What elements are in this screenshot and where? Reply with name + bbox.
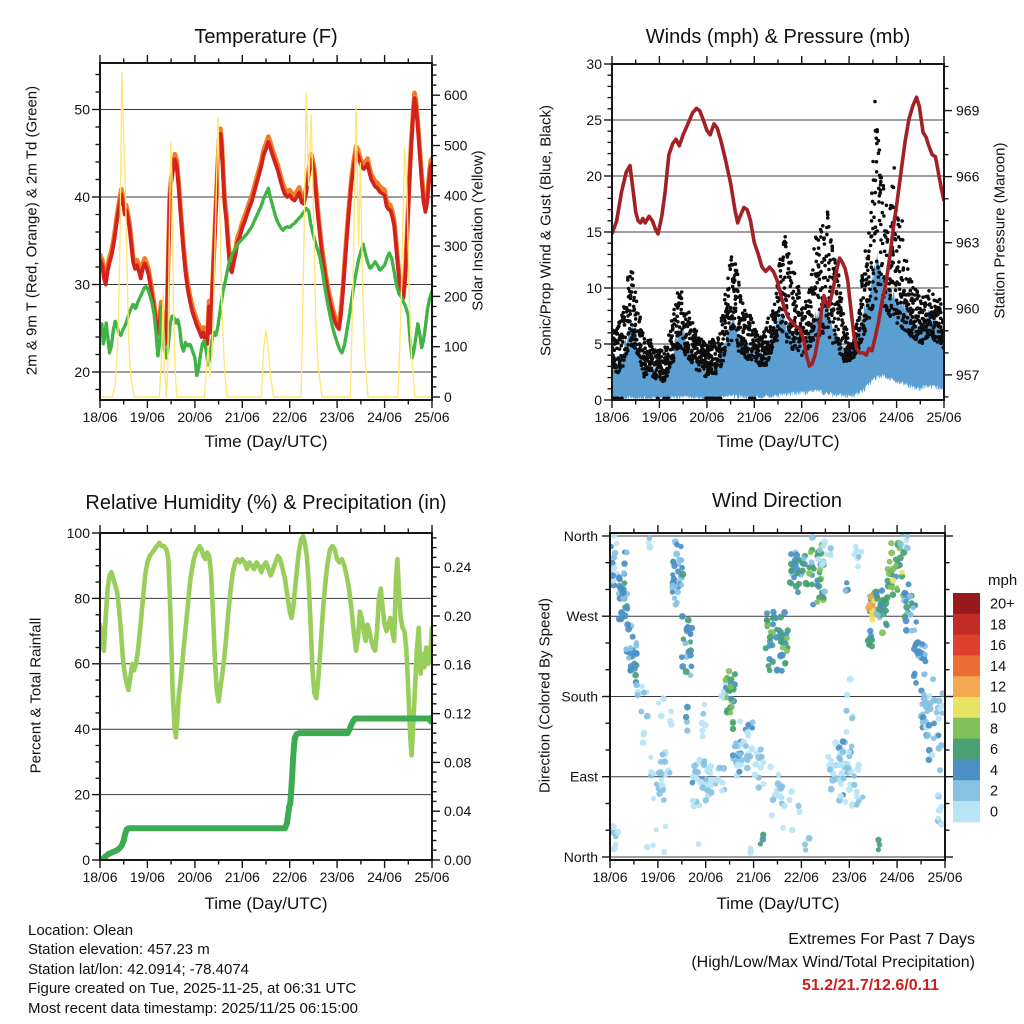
station-latlon: Station lat/lon: 42.0914; -78.4074 (28, 960, 250, 978)
direction-dots (609, 531, 946, 856)
y-tick-label: West (566, 608, 598, 625)
y-ticks (944, 67, 952, 397)
colorbar-title: mph (988, 572, 1018, 589)
x-tick-label: 21/06 (736, 869, 772, 885)
y-tick-label: North (563, 848, 598, 865)
y-tick-label: 20 (74, 363, 90, 380)
x-tick-label: 22/06 (272, 869, 308, 885)
temp-frame (100, 63, 432, 400)
y-ticks (92, 533, 100, 860)
x-ticks (100, 55, 432, 408)
x-tick-label: 20/06 (177, 409, 213, 425)
x-tick-label: 25/06 (414, 869, 450, 885)
y-tick-label: 30 (586, 55, 602, 72)
colorbar-cell (953, 676, 980, 697)
y-tick-label: 400 (444, 187, 468, 204)
panel-title-wind-direction: Wind Direction (711, 490, 843, 512)
x-tick-label: 24/06 (367, 869, 403, 885)
x-tick-label: 24/06 (879, 869, 915, 885)
temperature-series (100, 73, 432, 397)
speed-colorbar (953, 593, 1015, 822)
colorbar-label: 18 (990, 617, 1007, 634)
x-tick-label: 21/06 (224, 409, 260, 425)
x-tick-label: 18/06 (82, 869, 118, 885)
y-tick-label: 30 (74, 276, 90, 293)
y-tick-label: 0.00 (444, 851, 472, 868)
x-tick-label: 25/06 (414, 409, 450, 425)
y-tick-label: 100 (66, 524, 90, 541)
x-tick-label: 23/06 (319, 869, 355, 885)
panel-title-rh-precip: Relative Humidity (%) & Precipitation (in) (85, 492, 447, 514)
colorbar-label: 14 (990, 658, 1007, 675)
y-tick-label: 40 (74, 188, 90, 205)
station-location: Location: Olean (28, 922, 134, 939)
y-ticks (604, 64, 612, 400)
y-ticks (92, 75, 100, 390)
x-tick-label: 25/06 (927, 869, 963, 885)
x-tick-label: 20/06 (177, 869, 213, 885)
precip-line (100, 719, 432, 861)
x-tick-label: 24/06 (879, 409, 915, 425)
y-axis-title-temperature-left: 2m & 9m T (Red, Orange) & 2m Td (Green) (23, 85, 41, 376)
y-tick-label: 20 (586, 167, 602, 184)
y-tick-label: 200 (444, 288, 468, 305)
y-tick-label: 20 (74, 786, 90, 803)
humidity-line (100, 536, 432, 755)
colorbar-cell (953, 614, 980, 635)
colorbar-cell (953, 697, 980, 718)
y-tick-label: 969 (956, 102, 980, 119)
temp-9m-line (100, 93, 432, 339)
y-ticks (602, 536, 610, 857)
y-tick-label: 966 (956, 168, 980, 185)
y-tick-label: 0.12 (444, 705, 472, 722)
x-tick-label: 25/06 (926, 409, 962, 425)
y-tick-label: 0 (444, 388, 452, 405)
y-axis-title-rh-left: Percent & Total Rainfall (27, 617, 45, 774)
x-tick-label: 22/06 (783, 869, 819, 885)
y-tick-label: 80 (74, 590, 90, 607)
y-tick-label: 0 (82, 851, 90, 868)
colorbar-cell (953, 593, 980, 614)
x-ticks (100, 525, 432, 868)
wind-series (610, 97, 946, 400)
colorbar-cell (953, 801, 980, 822)
rh-frame (100, 533, 432, 860)
y-tick-label: 5 (594, 335, 602, 352)
y-tick-label: 60 (74, 655, 90, 672)
y-tick-label: 0.20 (444, 607, 472, 624)
colorbar-cell (953, 718, 980, 739)
data-timestamp: Most recent data timestamp: 2025/11/25 06:15:00 (28, 999, 358, 1017)
x-tick-label: 21/06 (224, 869, 260, 885)
x-tick-label: 20/06 (689, 409, 725, 425)
rh-series (100, 536, 437, 860)
temp-2m-line (100, 98, 432, 344)
x-tick-label: 22/06 (784, 409, 820, 425)
colorbar-label: 20+ (990, 596, 1015, 613)
colorbar-cell (953, 780, 980, 801)
x-axis-title-winds: Time (Day/UTC) (716, 432, 840, 451)
x-tick-label: 20/06 (688, 869, 724, 885)
extremes-values: 51.2/21.7/12.6/0.11 (801, 977, 939, 994)
panel-title-temperature: Temperature (F) (194, 26, 338, 48)
x-tick-label: 19/06 (129, 409, 165, 425)
y-tick-label: 957 (956, 366, 980, 383)
colorbar-label: 16 (990, 638, 1007, 655)
x-tick-label: 19/06 (640, 869, 676, 885)
y-ticks (945, 536, 953, 857)
y-tick-label: 0 (594, 391, 602, 408)
colorbar-label: 10 (990, 700, 1007, 717)
x-axis-title-rh: Time (Day/UTC) (204, 894, 328, 913)
dir-gridlines (610, 536, 945, 857)
y-axis-title-wind-left: Sonic/Prop Wind & Gust (Blue, Black) (537, 105, 555, 356)
extremes-block (543, 928, 975, 997)
y-tick-label: 100 (444, 338, 468, 355)
rh-gridlines (100, 533, 432, 795)
station-elevation: Station elevation: 457.23 m (28, 941, 210, 959)
y-tick-label: 50 (74, 101, 90, 118)
y-tick-label: 0.08 (444, 754, 472, 771)
colorbar-cell (953, 635, 980, 656)
panel-title-winds-pressure: Winds (mph) & Pressure (mb) (645, 26, 911, 48)
colorbar-cell (953, 739, 980, 760)
colorbar-label: 0 (990, 804, 999, 821)
y-tick-label: 0.24 (444, 559, 472, 576)
solar-line (100, 73, 432, 397)
x-tick-label: 18/06 (594, 409, 630, 425)
y-tick-label: 40 (74, 721, 90, 738)
colorbar-label: 8 (990, 721, 999, 738)
y-tick-label: 500 (444, 137, 468, 154)
station-info (28, 921, 358, 1018)
y-tick-label: South (561, 688, 598, 705)
y-ticks (432, 65, 440, 397)
extremes-subtitle: (High/Low/Max Wind/Total Precipitation) (691, 954, 975, 971)
x-tick-label: 23/06 (831, 869, 867, 885)
y-axis-title-direction-left: Direction (Colored By Speed) (536, 597, 554, 794)
x-tick-label: 21/06 (736, 409, 772, 425)
colorbar-label: 12 (990, 679, 1007, 696)
x-tick-label: 19/06 (641, 409, 677, 425)
y-tick-label: 600 (444, 87, 468, 104)
y-axis-title-pressure-right: Station Pressure (Maroon) (991, 142, 1009, 319)
x-axis-title-temperature: Time (Day/UTC) (204, 432, 328, 451)
y-ticks (432, 538, 440, 860)
x-tick-label: 19/06 (129, 869, 165, 885)
y-tick-label: 10 (586, 279, 602, 296)
x-axis-title-wind-direction: Time (Day/UTC) (716, 894, 840, 913)
x-tick-label: 18/06 (592, 869, 628, 885)
x-tick-label: 24/06 (367, 409, 403, 425)
colorbar-label: 6 (990, 742, 999, 759)
colorbar-cell (953, 655, 980, 676)
x-tick-label: 22/06 (272, 409, 308, 425)
figure-created: Figure created on Tue, 2025-11-25, at 06:31 UTC (28, 980, 357, 998)
y-tick-label: East (569, 768, 598, 785)
y-tick-label: 0.04 (444, 803, 472, 820)
x-tick-label: 18/06 (82, 409, 118, 425)
y-axis-title-solar-right: Solar Insolation (Yellow) (469, 150, 487, 311)
colorbar-label: 4 (990, 762, 999, 779)
y-tick-label: 960 (956, 300, 980, 317)
y-tick-label: 0.16 (444, 656, 472, 673)
y-tick-label: 15 (586, 223, 602, 240)
y-tick-label: 300 (444, 238, 468, 254)
x-tick-label: 23/06 (319, 409, 355, 425)
y-tick-label: 963 (956, 234, 980, 251)
y-tick-label: 25 (586, 111, 602, 128)
extremes-title: Extremes For Past 7 Days (788, 931, 975, 948)
x-tick-label: 23/06 (831, 409, 867, 425)
y-tick-label: North (563, 527, 598, 544)
colorbar-label: 2 (990, 783, 999, 800)
colorbar-cell (953, 759, 980, 780)
